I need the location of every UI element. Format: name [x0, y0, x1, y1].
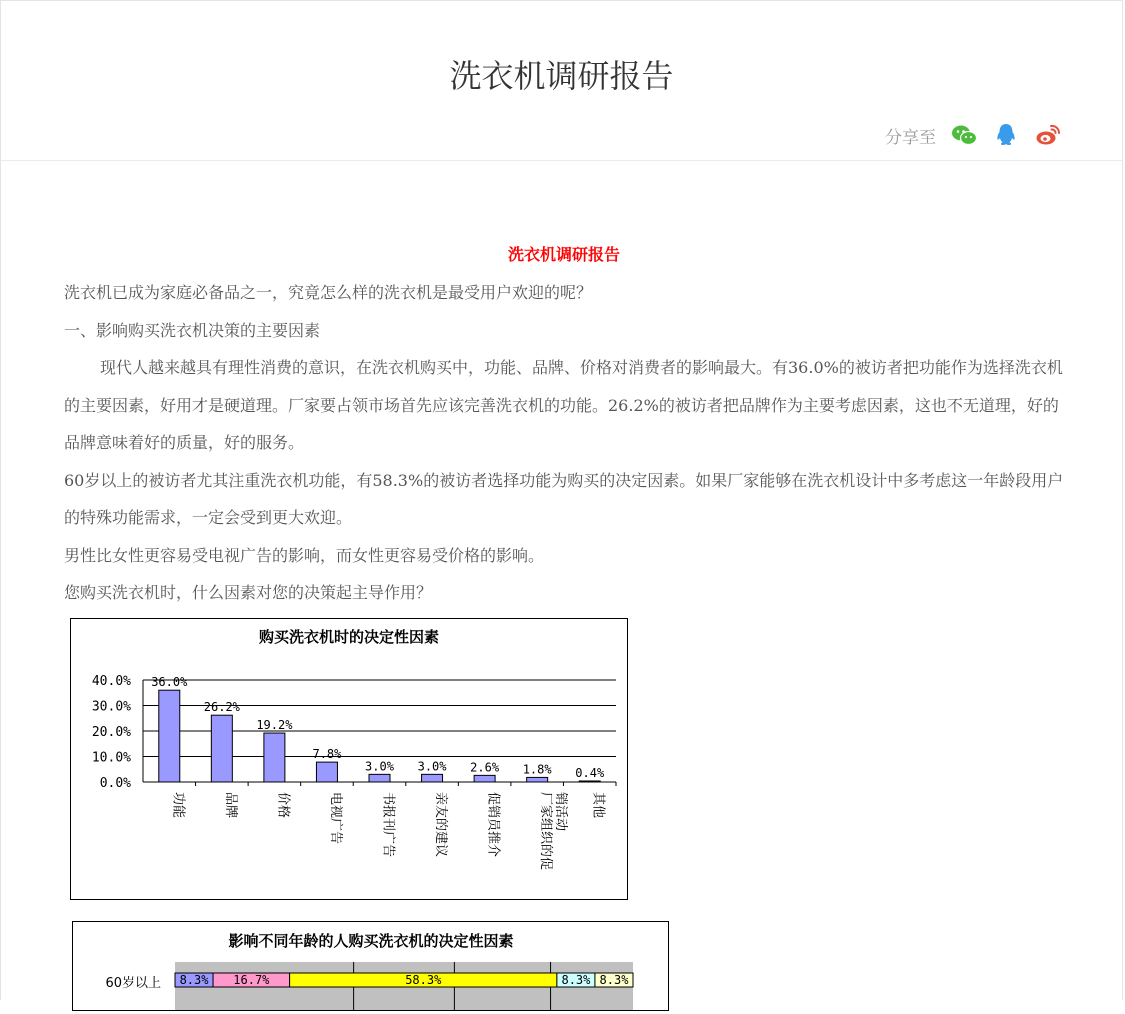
wechat-icon[interactable]: [950, 121, 978, 149]
segment-label: 8.3%: [599, 973, 629, 987]
data-label: 3.0%: [417, 759, 447, 774]
x-tick-label: 书报刊广告: [380, 792, 396, 858]
data-label: 0.4%: [575, 765, 605, 780]
y-tick-label: 0.0%: [99, 776, 131, 791]
bar: [579, 781, 600, 782]
data-label: 7.8%: [312, 747, 342, 762]
bar: [369, 774, 390, 782]
chart-title: 影响不同年龄的人购买洗衣机的决定性因素: [228, 932, 514, 950]
intro-paragraph: 洗衣机已成为家庭必备品之一，究竟怎么样的洗衣机是最受用户欢迎的呢？: [64, 283, 593, 302]
data-label: 26.2%: [203, 700, 240, 715]
share-label: 分享至: [885, 127, 936, 148]
segment-label: 16.7%: [233, 973, 270, 987]
data-label: 3.0%: [365, 759, 394, 774]
bar: [527, 777, 548, 782]
share-bar: [885, 121, 1062, 149]
data-label: 19.2%: [256, 718, 293, 733]
x-label-group: [223, 792, 239, 818]
age-factor-chart: [72, 921, 669, 1011]
x-label-group: [433, 792, 449, 857]
stacked-chart-svg: [73, 922, 668, 1010]
bar: [422, 774, 443, 782]
x-label-group: [486, 792, 502, 857]
data-label: 36.0%: [151, 675, 188, 690]
bar: [316, 762, 337, 782]
section-heading: 一、影响购买洗衣机决策的主要因素: [64, 320, 321, 340]
x-label-group: [170, 792, 186, 818]
x-tick-label: 其他: [590, 792, 606, 819]
x-label-group: [538, 792, 569, 870]
article-heading: 洗衣机调研报告: [507, 245, 620, 264]
segment-label: 8.3%: [179, 973, 209, 987]
bar: [211, 715, 232, 782]
y-category-label: 60岁以上: [105, 976, 161, 991]
segment-label: 58.3%: [405, 973, 442, 987]
weibo-icon[interactable]: [1034, 121, 1062, 149]
y-tick-label: 20.0%: [91, 725, 131, 740]
paragraph-3: 男性比女性更容易受电视广告的影响，而女性更容易受价格的影响。: [64, 545, 545, 565]
survey-question: 您购买洗衣机时，什么因素对您的决策起主导作用？: [64, 583, 433, 602]
y-tick-label: 30.0%: [91, 699, 131, 715]
x-tick-label: 促销员推介: [485, 792, 501, 858]
paragraph-2: 60岁以上的被访者尤其注重洗衣机功能，有58.3%的被访者选择功能为购买的决定因素。如果厂家能够在洗衣机设计中多考虑这一年龄段用户的特殊功能需求，一定会受到更大欢迎。: [64, 470, 1064, 527]
x-label-group: [275, 792, 291, 818]
y-tick-label: 40.0%: [91, 674, 131, 689]
x-label-group: [328, 792, 344, 844]
qq-icon[interactable]: [992, 121, 1020, 149]
x-tick-label: 功能: [170, 792, 186, 819]
x-tick-label-cont: 销活动: [553, 792, 569, 832]
x-label-group: [381, 792, 397, 857]
y-tick-label: 10.0%: [91, 750, 131, 766]
x-tick-label: 品牌: [222, 792, 238, 819]
page-header: [1, 1, 1122, 161]
x-label-group: [591, 792, 607, 818]
x-tick-label: 电视广告: [327, 792, 343, 845]
decision-factor-chart: [70, 618, 628, 900]
bar: [264, 733, 285, 782]
x-tick-label: 价格: [275, 792, 291, 819]
data-label: 2.6%: [470, 760, 500, 775]
data-label: 1.8%: [522, 762, 552, 777]
bar-chart-svg: [71, 619, 627, 899]
bar: [474, 775, 495, 782]
article-body: [64, 236, 1064, 612]
page-title: 洗衣机调研报告: [449, 57, 674, 95]
x-tick-label: 亲友的建议: [433, 792, 449, 858]
paragraph-1: 现代人越来越具有理性消费的意识，在洗衣机购买中，功能、品牌、价格对消费者的影响最大。有36.0%的被访者把功能作为选择洗衣机的主要因素，好用才是硬道理。厂家要占领市场首先应该完善洗衣机的功能。26.2%的被访者把品牌作为主要考虑因素，这也不无道理，好的品牌意味着好的质量，好的服务。: [64, 358, 1063, 452]
bar: [159, 690, 180, 782]
segment-label: 8.3%: [561, 973, 591, 987]
chart-title: 购买洗衣机时的决定性因素: [258, 628, 440, 646]
x-tick-label: 厂家组织的促: [538, 792, 554, 871]
